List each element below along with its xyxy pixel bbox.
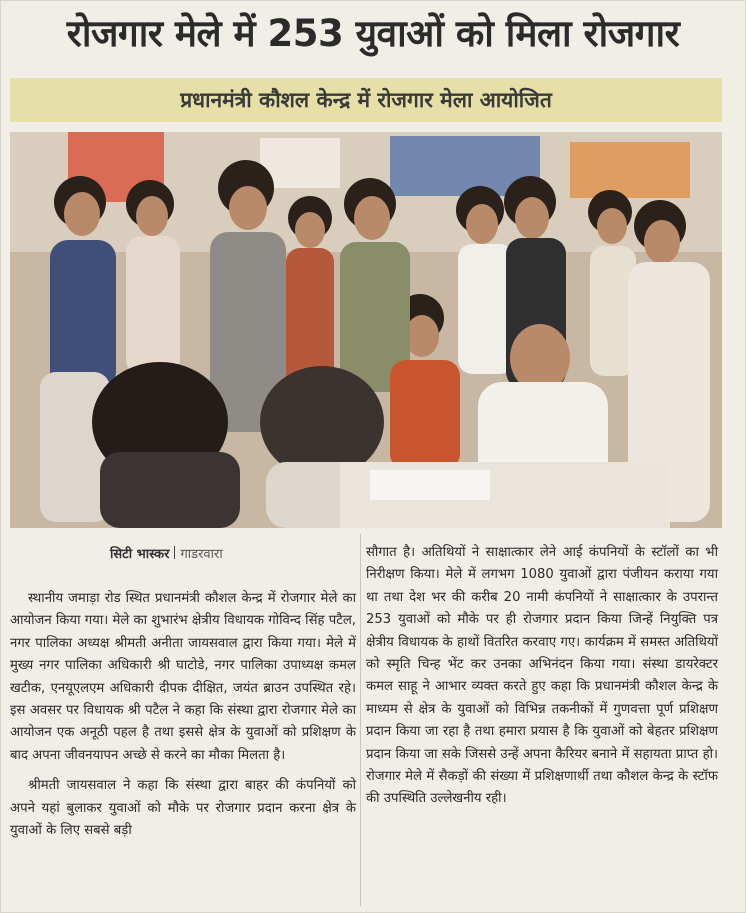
byline-place: गाडरवारा (180, 547, 223, 562)
crowd-photo-illustration (10, 132, 722, 528)
article-paragraph: सौगात है। अतिथियों ने साक्षात्कार लेने आई कंपनियों के स्टॉलों का भी निरीक्षण किया। मेले में लगभग 1080 युवाओं द्वारा पंजीयन कराया गया था तथा देश भर की करीब 20 नामी कंपनियों ने साक्षात्कार के उपरान्त 253 युवाओं को मौके पर ही रोजगार प्रदान किया जिन्हें नियुक्ति पत्र क्षेत्रीय विधायक के हाथों वितरित करवाए गए। कार्यक्रम में समस्त अतिथियों को स्मृति चिन्ह भेंट कर उनका अभिनंदन किया गया। संस्था डायरेक्टर कमल साहू ने आभार व्यक्त करते हुए कहा कि प्रधानमंत्री कौशल केन्द्र के माध्यम से क्षेत्र के युवाओं को विभिन्न तकनीकों में गुणवत्ता पूर्ण प्रशिक्षण प्रदान किया जा रहा है तथा हमारा प्रयास है कि युवाओं को बेहतर प्रशिक्षण प्रदान किया जा सके जिससे उन्हें अपना कैरियर बनाने में सहायता प्राप्त हो। रोजगार मेले में सैकड़ों की संख्या में प्रशिक्षणार्थी तथा कौशल केन्द्र के स्टॉफ की उपस्थिति उल्लेखनीय रही। (366, 545, 718, 807)
article-column-left (10, 588, 356, 842)
article-paragraph: स्थानीय जमाड़ा रोड स्थित प्रधानमंत्री कौशल केन्द्र में रोजगार मेले का आयोजन किया गया। मेले का शुभारंभ क्षेत्रीय विधायक गोविन्द सिंह पटैल, नगर पालिका अध्यक्ष श्रीमती अनीता जायसवाल द्वारा किया गया। मेले में मुख्य नगर पालिका अधिकारी श्री घाटोडे, नगर पालिका उपाध्यक्ष कमल खटीक, एनयूएलएम अधिकारी दीपक दीक्षित, जयंत ब्राउन उपस्थित रहे। इस अवसर पर विधायक श्री पटैल ने कहा कि संस्था द्वारा रोजगार मेले का आयोजन एक अनूठी पहल है तथा इससे क्षेत्र के युवाओं को प्रशिक्षण के बाद अपना जीवनयापन अच्छे से करने का मौका मिलता है। (10, 591, 356, 763)
news-photo (10, 132, 722, 528)
byline (110, 544, 223, 564)
byline-source: सिटी भास्कर (110, 547, 170, 562)
article-paragraph: श्रीमती जायसवाल ने कहा कि संस्था द्वारा बाहर की कंपनियों को अपने यहां बुलाकर युवाओं को मौके पर रोजगार प्रदान करना क्षेत्र के युवाओं के लिए सबसे बड़ी (10, 778, 356, 839)
article-column-right (366, 542, 718, 811)
column-divider (360, 534, 361, 906)
headline: रोजगार मेले में 253 युवाओं को मिला रोजगार (66, 12, 680, 55)
byline-separator (174, 546, 175, 559)
subheadline: प्रधानमंत्री कौशल केन्द्र में रोजगार मेला आयोजित (10, 78, 722, 122)
